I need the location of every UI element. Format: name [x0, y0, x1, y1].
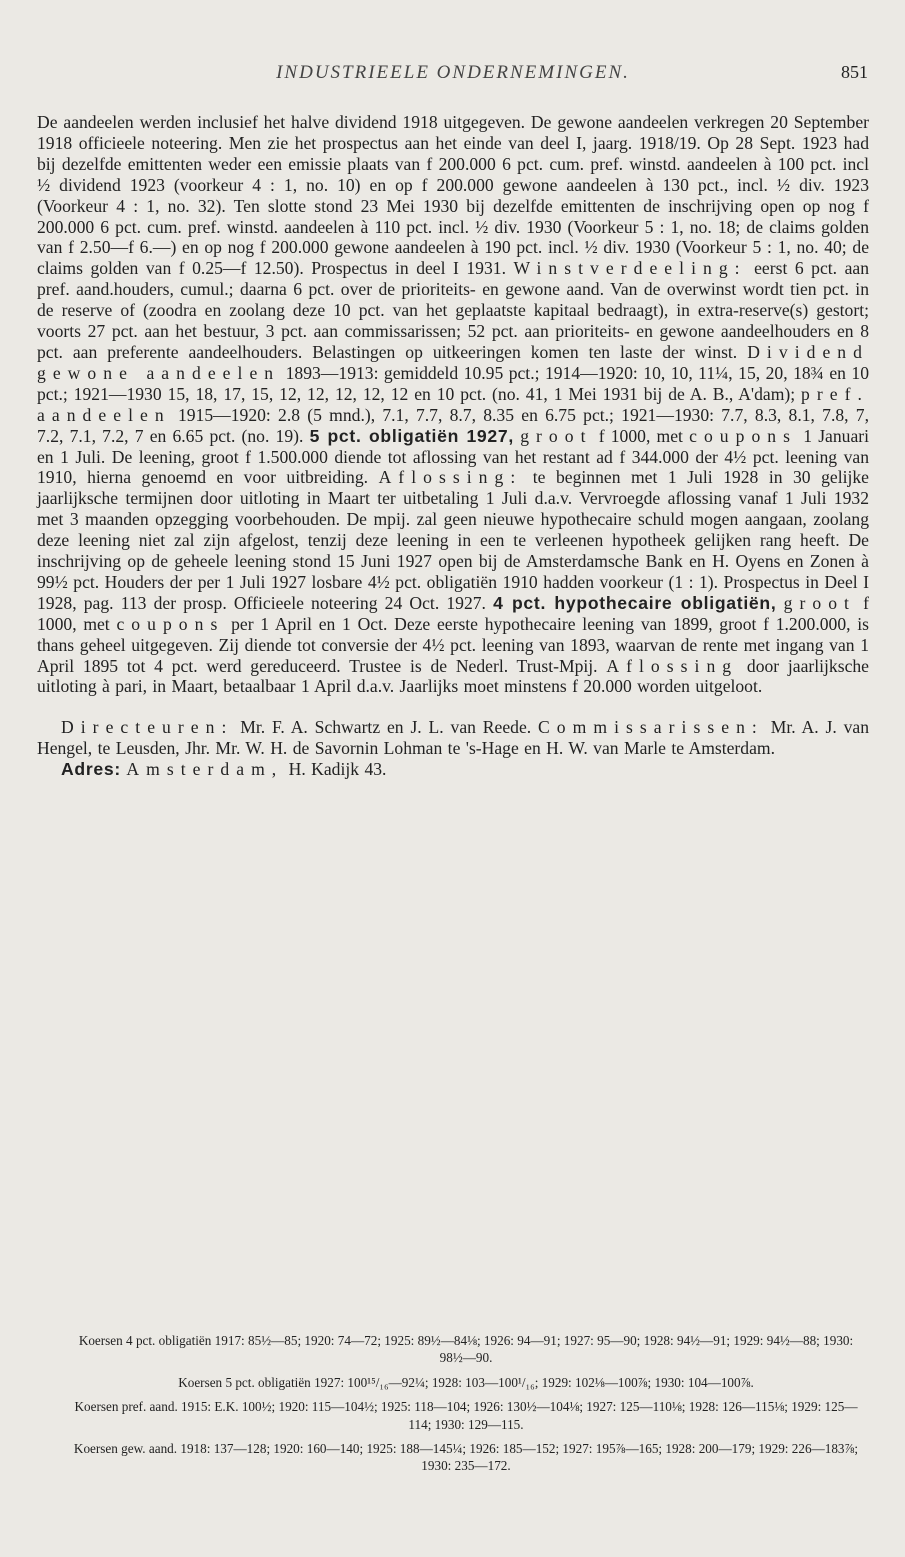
- dividend-gewone-label: Dividend gewone aandeelen: [37, 341, 869, 383]
- page-number: 851: [841, 62, 868, 82]
- koersen-5pct-obligaties: Koersen 5 pct. obligatiën 1927: 100¹⁵/₁₆—92¼; 1928: 103—100¹/₁₆; 1929: 102⅛—100⅞; 1930: 104—100⅞.: [178, 1374, 754, 1390]
- running-title: INDUSTRIEELE ONDERNEMINGEN.: [276, 62, 630, 83]
- hypothecaire-groot: groot: [783, 592, 856, 613]
- directeuren-label: Directeuren:: [61, 717, 234, 738]
- hypothecaire-coupons: coupons: [116, 613, 225, 634]
- article-body: [37, 112, 869, 780]
- obligaties-1927-amount: f 1000, met: [598, 425, 683, 446]
- board-paragraph: [37, 717, 869, 759]
- commissarissen-label: Commissarissen:: [538, 717, 764, 738]
- koersen-pref-aandeelen: Koersen pref. aand. 1915: E.K. 100½; 1920: 115—104½; 1925: 118—104; 1926: 130½—104⅛; 1927: 125—110⅛; 1928: 126—115⅛; 1929: 125—114; 1930: 129—115.: [74, 1399, 858, 1432]
- koersen-4pct-obligaties: Koersen 4 pct. obligatiën 1917: 85½—85; 1920: 74—72; 1925: 89½—84⅛; 1926: 94—91; 1927: 95—90; 1928: 94½—91; 1929: 94½—88; 1930: 98½—90.: [78, 1333, 854, 1366]
- hypothecaire-text: per 1 April en 1 Oct. Deze eerste hypothecaire leening van 1899, groot f 1.200.000, is thans geheel uitgegeven. Zij diende tot conversie der 4½ pct. leening van 1893, waarvan de rente met ingang van 1 April 1895 tot 4 pct. werd gereduceerd. Trustee is de Nederl. Trust-Mpij.: [37, 613, 869, 676]
- koersen-block: [70, 1332, 862, 1482]
- hypothecaire-obligaties-heading: 4 pct. hypothecaire obligatiën,: [493, 592, 777, 613]
- body-paragraph: [37, 112, 869, 697]
- obligaties-1927-groot: groot: [520, 425, 593, 446]
- page-header: [38, 62, 868, 88]
- aflossing-hypothecaire-label: Aflossing: [606, 655, 739, 676]
- obligaties-1927-text: 1 Januari en 1 Juli. De leening, groot f 1.500.000 diende tot aflossing van het restant ad f 344.000 der 4½ pct. leening van 1910, hierna genoemd en voor uitbreiding.: [37, 425, 870, 488]
- adres-city: Amsterdam,: [126, 759, 284, 780]
- obligaties-1927-heading: 5 pct. obligatiën 1927,: [309, 425, 514, 446]
- winstverdeeling-text: eerst 6 pct. aan pref. aand.houders, cumul.; daarna 6 pct. over de prioriteits- en gewone aand. Van de overwinst wordt tien pct. in de reserve of (zoodra en zoolang deze 10 pct. van het geplaatste kapitaal bedraagt), in extra-reserve(s) gestort; voorts 27 pct. aan het bestuur, 3 pct. aan commissarissen; 52 pct. aan prioriteits- en gewone aandeelhouders en 8 pct. aan preferente aandeelhouders. Belastingen op uitkeeringen komen ten laste der winst.: [37, 258, 869, 362]
- aflossing-1927-text: te beginnen met 1 Juli 1928 in 30 gelijke jaarlijksche termijnen door uitloting in Maart ter uitbetaling 1 Juli d.a.v. Vervroegde aflossing vanaf 1 Juli 1932 met 3 maanden opzegging voorbehouden. De mpij. zal geen nieuwe hypothecaire schuld mogen aangaan, zoolang deze leening niet zal zijn afgelost, tenzij deze leening in een te verleenen hypotheek gelijken rang heeft. De inschrijving op de geheele leening stond 15 Juni 1927 open bij de Amsterdamsche Bank en H. Oyens en Zonen à 99½ pct. Houders der per 1 Juli 1927 losbare 4½ pct. obligatiën 1910 hadden voorkeur (1 : 1). Prospectus in Deel I 1928, pag. 113 der prosp. Officieele noteering 24 Oct. 1927.: [37, 467, 869, 613]
- obligaties-1927-coupons: coupons: [689, 425, 798, 446]
- emission-text: De aandeelen werden inclusief het halve dividend 1918 uitgegeven. De gewone aandeelen verkregen 20 September 1918 officieele noteering. Men zie het prospectus aan het einde van deel I, jaarg. 1918/19. Op 28 Sept. 1923 had bij dezelfde emittenten weder een emissie plaats van f 200.000 6 pct. cum. pref. winstd. aandeelen à 100 pct. incl ½ dividend 1923 (voorkeur 4 : 1, no. 10) en op f 200.000 gewone aandeelen à 130 pct., incl. ½ div. 1923 (Voorkeur 4 : 1, no. 32). Ten slotte stond 23 Mei 1930 bij dezelfde emittenten de inschrijving open op nog f 200.000 6 pct. cum. pref. winstd. aandeelen à 110 pct. incl. ½ div. 1930 (Voorkeur 5 : 1, no. 18; de claims golden van f 2.50—f 6.—) en op nog f 200.000 gewone aandeelen à 190 pct. incl. ½ div. 1930 (Voorkeur 5 : 1, no. 40; de claims golden van f 0.25—f 12.50). Prospectus in deel I 1931.: [37, 112, 869, 279]
- koersen-gewone-aandeelen: Koersen gew. aand. 1918: 137—128; 1920: 160—140; 1925: 188—145¼; 1926: 185—152; 1927: 195⅞—165; 1928: 200—179; 1929: 226—183⅞; 1930: 235—172.: [73, 1441, 859, 1474]
- dividend-pref-text: 1915—1920: 2.8 (5 mnd.), 7.1, 7.7, 8.7, 8.35 en 6.75 pct.; 1921—1930: 7.7, 8.3, 8.1, 7.8, 7, 7.2, 7.1, 7.2, 7 en 6.65 pct. (no. 19).: [37, 404, 869, 446]
- dividend-gewone-text: 1893—1913: gemiddeld 10.95 pct.; 1914—1920: 10, 10, 11¼, 15, 20, 18¾ en 10 pct.; 1921—1930 15, 18, 17, 15, 12, 12, 12, 12, 12 en 10 pct. (no. 41, 1 Mei 1931 bij de A. B., A'dam);: [37, 362, 869, 404]
- commissarissen-text: Mr. A. J. van Hengel, te Leusden, Jhr. Mr. W. H. de Savornin Lohman te 's-Hage en H. W. van Marle te Amsterdam.: [37, 717, 869, 759]
- adres-text: H. Kadijk 43.: [288, 759, 387, 780]
- adres-label: Adres:: [61, 759, 121, 780]
- address-paragraph: [37, 759, 869, 780]
- hypothecaire-amount: f 1000, met: [37, 592, 870, 634]
- dividend-pref-label: pref. aandeelen: [37, 383, 869, 425]
- directeuren-text: Mr. F. A. Schwartz en J. L. van Reede.: [240, 717, 532, 738]
- winstverdeeling-label: Winstverdeeling:: [513, 258, 747, 279]
- aflossing-hypothecaire-text: door jaarlijksche uitloting à pari, in Maart, betaalbaar 1 April d.a.v. Jaarlijks moet minstens f 20.000 worden uitgeloot.: [37, 655, 869, 697]
- aflossing-1927-label: Aflossing:: [378, 467, 523, 488]
